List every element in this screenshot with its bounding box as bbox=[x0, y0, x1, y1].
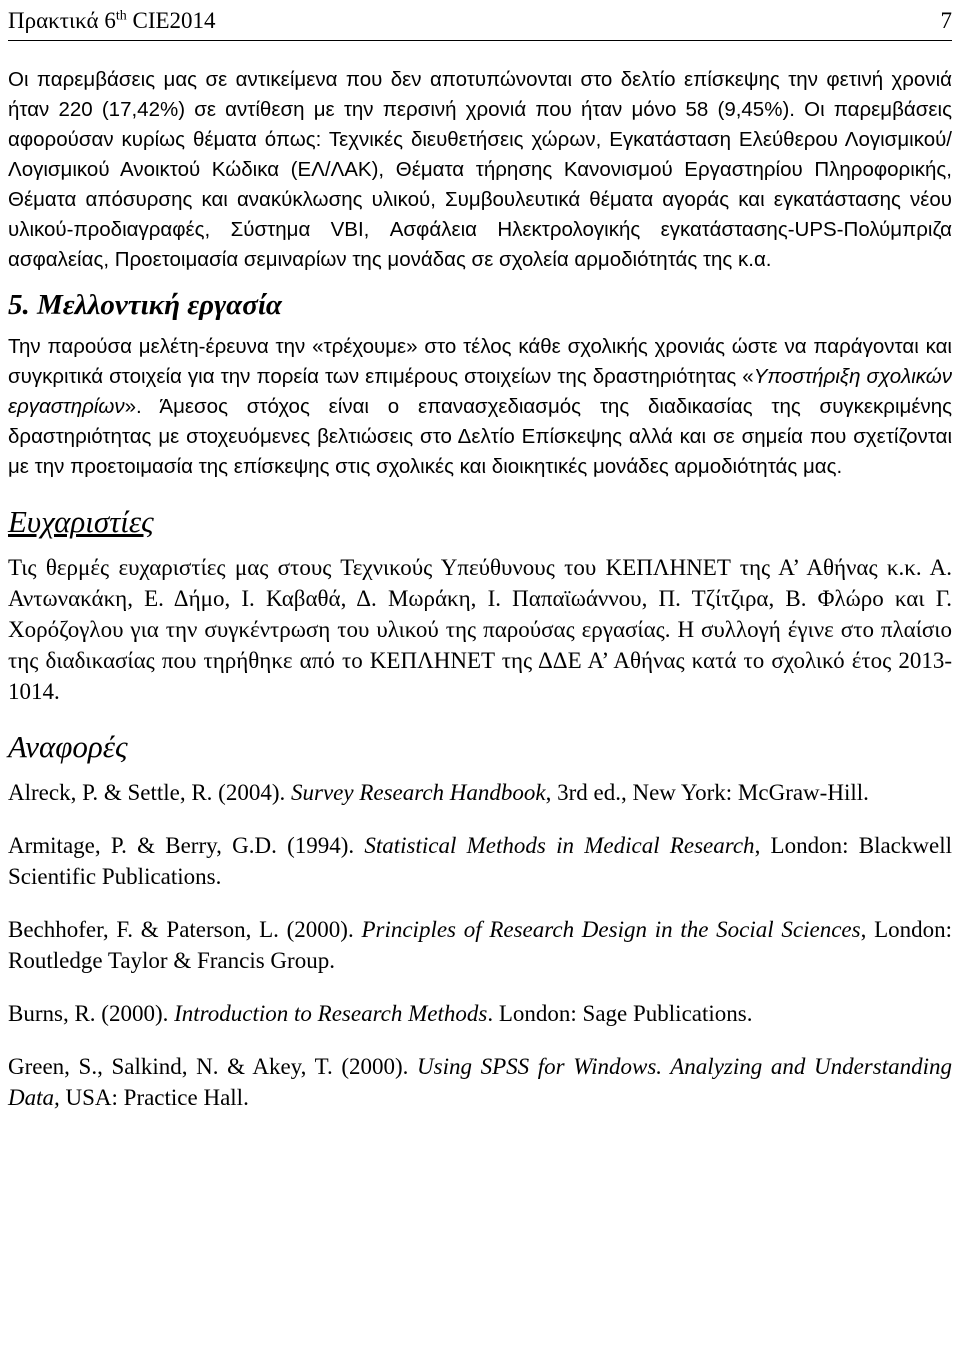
page-number: 7 bbox=[940, 8, 952, 33]
page-header bbox=[8, 0, 952, 41]
reference-item: Burns, R. (2000). Introduction to Research Methods. London: Sage Publications. bbox=[8, 1001, 753, 1026]
reference-item: Alreck, P. & Settle, R. (2004). Survey Research Handbook, 3rd ed., New York: McGraw-Hill. bbox=[8, 780, 869, 805]
acknowledgements-paragraph: Τις θερμές ευχαριστίες μας στους Τεχνικούς Υπεύθυνους του ΚΕΠΛΗΝΕΤ της Α’ Αθήνας κ.κ. Α. Αντωνακάκη, Ε. Δήμο, Ι. Καβαθά, Δ. Μωράκη, Ι. Παπαϊωάννου, Π. Τζίτζιρα, Β. Φλώρο και Γ. Χορόζογλου για την συγκέντρωση του υλικού της παρούσας εργασίας. Η συλλογή έγινε στο πλαίσιο της διαδικασίας που τηρήθηκε από το ΚΕΠΛΗΝΕΤ της ΔΔΕ Α’ Αθήνας κατά το σχολικό έτος 2013-1014. bbox=[8, 555, 952, 704]
reference-item: Green, S., Salkind, N. & Akey, T. (2000). Using SPSS for Windows. Analyzing and Understanding Data, USA: Practice Hall. bbox=[8, 1054, 952, 1110]
reference-list bbox=[8, 777, 952, 1113]
reference-item: Armitage, P. & Berry, G.D. (1994). Statistical Methods in Medical Research, London: Blackwell Scientific Publications. bbox=[8, 833, 952, 889]
document-page bbox=[8, 0, 952, 1135]
section-5-heading: 5. Μελλοντική εργασία bbox=[8, 289, 282, 321]
interventions-paragraph: Οι παρεμβάσεις μας σε αντικείμενα που δεν αποτυπώνονται στο δελτίο επίσκεψης την φετινή χρονιά ήταν 220 (17,42%) σε αντίθεση με την περσινή χρονιά που ήταν μόνο 58 (9,45%). Οι παρεμβάσεις αφορούσαν κυρίως θέματα όπως: Τεχνικές διευθετήσεις χώρων, Εγκατάσταση Ελεύθερου Λογισμικού/ Λογισμικού Ανοικτού Κώδικα (ΕΛ/ΛΑΚ), Θέματα τήρησης Κανονισμού Εργαστηρίου Πληροφορικής, Θέματα απόσυρσης και ανακύκλωσης υλικού, Συμβουλευτικά θέματα αγοράς και εγκατάστασης νέου υλικού-προδιαγραφές, Σύστημα VBI, Ασφάλεια Ηλεκτρολογικής εγκατάστασης-UPS-Πολύμπριζα ασφαλείας, Προετοιμασία σεμιναρίων της μονάδας σε σχολεία αρμοδιότητάς της κ.α. bbox=[8, 68, 952, 271]
reference-item: Bechhofer, F. & Paterson, L. (2000). Principles of Research Design in the Social Sciences, London: Routledge Taylor & Francis Group. bbox=[8, 917, 953, 973]
acknowledgements-heading: Ευχαριστίες bbox=[8, 504, 154, 539]
running-title: Πρακτικά 6th CIE2014 bbox=[8, 8, 216, 33]
references-heading: Αναφορές bbox=[8, 729, 128, 764]
future-work-paragraph: Την παρούσα μελέτη-έρευνα την «τρέχουμε» στο τέλος κάθε σχολικής χρονιάς ώστε να παράγονται και συγκριτικά στοιχεία για την πορεία των επιμέρους στοιχείων της δραστηριότητας «Υποστήριξη σχολικών εργαστηρίων». Άμεσος στόχος είναι ο επανασχεδιασμός της διαδικασίας της συγκεκριμένης δραστηριότητας με στοχευόμενες βελτιώσεις στο Δελτίο Επίσκεψης αλλά και σε σημεία που σχετίζονται με την προετοιμασία της επίσκεψης στις σχολικές και διοικητικές μονάδες αρμοδιότητάς μας. bbox=[8, 335, 952, 478]
